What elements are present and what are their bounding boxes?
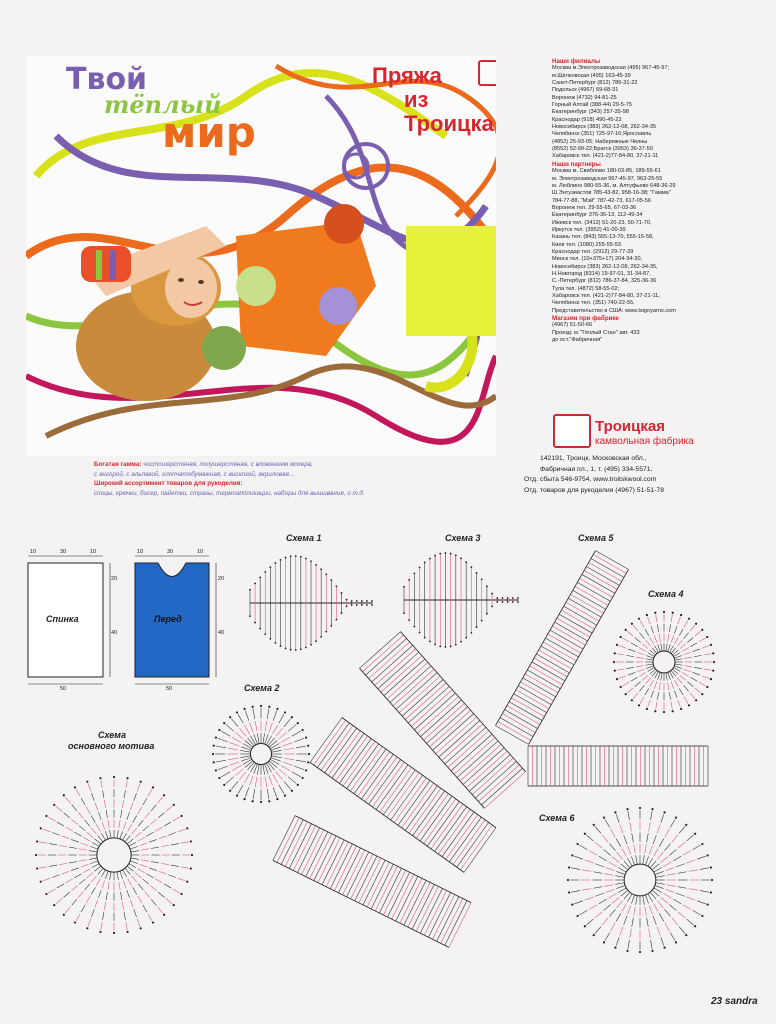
branch-entry: м.Щёлковская (495) 163-45-39: [552, 72, 631, 79]
partner-entry: Хабаровск тел. (421-2)77-84-80, 37-21-11,: [552, 293, 660, 299]
partner-entry: Воронеж тел. 29-55-65, 67-03-36: [552, 204, 637, 211]
scheme-4-chart: [613, 611, 715, 713]
ad-title-line3: мир: [162, 108, 256, 157]
caption-label-1: Богатая гамма:: [94, 461, 142, 468]
branch-entry: Новосибирск (383) 262-12-08, 262-34-35: [552, 124, 657, 131]
motif-label-line1: Схема: [98, 730, 126, 740]
shop-directions-1: Проезд: м."Тёплый Стан" авт. 433: [552, 329, 640, 336]
branches-header: Наши филиалы: [552, 58, 601, 65]
motif-label-line2: основного мотива: [68, 741, 155, 751]
branch-entry: Челябинск (351) 725-97-16;Ярославль: [552, 131, 652, 138]
branch-entry: Краснодар (918) 490-45-22: [552, 116, 622, 123]
scheme-2-chart: [212, 705, 310, 803]
scheme-6-chart: [567, 807, 713, 953]
back-label: Спинка: [46, 614, 79, 624]
back-dim-side-upper: 20: [111, 576, 118, 582]
branch-entry: Санкт-Петербург (812) 786-31-22: [552, 80, 638, 87]
caption-text-2: спицы, крючки, бисер, пайетки, стразы, термоаппликации, наборы для вышивания, и т.д.: [94, 489, 365, 497]
branch-entry: Москва м.Электрозаводская (495) 967-45-97;: [552, 65, 670, 72]
partner-entry: Ш.Энтузиастов 785-43-82, 958-16-38; "Гамма": [552, 190, 671, 197]
shop-header: Магазин при фабрике: [552, 315, 619, 323]
shop-phone: (4967) 51-50-66: [552, 322, 593, 329]
scheme-2-label: Схема 2: [244, 683, 280, 693]
front-dim-side-upper: 20: [218, 576, 225, 582]
back-dim-top-right: 10: [90, 549, 97, 555]
front-dim-top-center: 30: [167, 549, 174, 555]
partner-entry: Тула тел. (4872) 58-55-02;: [552, 285, 620, 292]
scheme-4-label: Схема 4: [648, 589, 684, 599]
front-dim-bottom: 50: [166, 686, 173, 692]
caption-text-1b: с ангорой, с альпакой, хлопчатобумажная, с вискозой, акриловая...: [94, 470, 295, 478]
scheme-horizontal-strip: [528, 746, 708, 786]
address-line-1: 142191, Троицк, Московская обл.,: [540, 455, 647, 462]
scheme-long-petal-b: [310, 718, 496, 873]
shop-directions-2: до ост."Фабричная": [552, 337, 603, 344]
partner-entry: м. Люблино 980-55-36, м. Алтуфьево 648-36-29: [552, 182, 676, 189]
partner-entry: Н.Новгород (8314) 19-97-01, 31-34-87,: [552, 270, 651, 277]
front-dim-top-right: 10: [197, 549, 204, 555]
partner-entry: Минск тел. (10+375+17) 204-34-30,: [552, 256, 643, 263]
factory-subtitle: камвольная фабрика: [595, 436, 694, 447]
main-motif-chart: [35, 776, 193, 934]
ad-brand-line2: из Троицка: [404, 87, 494, 136]
factory-name: Троицкая: [595, 418, 665, 435]
scheme-6-label: Схема 6: [539, 813, 575, 823]
front-dim-side-lower: 40: [218, 630, 225, 636]
branch-entry: (8552) 52-99-22;Братск (3953) 36-37-50: [552, 146, 653, 153]
back-dim-bottom: 50: [60, 686, 67, 692]
scheme-5-label: Схема 5: [578, 533, 614, 543]
ad-title-line1: Твой: [66, 62, 148, 97]
branch-entry: Воронеж (4732) 94-81-25: [552, 94, 617, 101]
scheme-5-chart: [496, 551, 629, 745]
back-dim-top-left: 10: [30, 549, 37, 555]
partner-entry: Челябинск тел. (351) 740-22-55.: [552, 300, 635, 307]
partner-entry: м. Электрозаводская 967-45-97, 963-25-55: [552, 175, 663, 182]
front-dim-top-left: 10: [137, 549, 144, 555]
partner-entry: Москва м. Свиблово 180-03-85, 189-55-61: [552, 168, 661, 175]
scheme-long-petal-c: [273, 816, 471, 948]
partner-entry: 784-77-88, "Мэй" 787-42-73, 617-05-56: [552, 197, 651, 204]
partner-entry: Представительство в США: www.tsigoyarns.com: [552, 307, 676, 314]
front-label: Перед: [154, 614, 182, 624]
back-dim-side-lower: 40: [111, 630, 118, 636]
partner-entry: Новосибирск (383) 262-12-08, 262-34-35,: [552, 263, 658, 270]
ad-brand-line1: Пряжа: [372, 63, 442, 88]
partner-entry: С.-Петербург (812) 786-37-84, 325-36-36: [552, 278, 657, 285]
address-line-3: Отд. сбыта 546-9754, www.troitskwool.com: [524, 476, 657, 483]
page-number: 23 sandra: [711, 996, 758, 1007]
caption-label-2: Широкий ассортимент товаров для рукоделия:: [94, 480, 243, 487]
branch-entry: (4852) 25-93-05; Набережные Челны: [552, 138, 648, 145]
scheme-3-label: Схема 3: [445, 533, 481, 543]
partner-entry: Ижевск тел. (3412) 51-20-23, 50-71-70,: [552, 219, 652, 226]
partner-entry: Казань тел. (843) 555-13-70, 555-15-58,: [552, 234, 654, 241]
address-line-2: Фабричная пл., 1, т. (495) 334-5571,: [540, 465, 653, 473]
partner-entry: Краснодар тел. (2912) 29-77-39: [552, 248, 634, 255]
scheme-1-chart: [249, 555, 373, 651]
branch-entry: Горный Алтай (388-44) 29-5-75: [552, 102, 632, 109]
partners-header: Наши партнеры: [552, 160, 601, 168]
branch-entry: Хабаровск тел. (421-2)77-84-80, 37-21-11: [552, 153, 659, 160]
branch-entry: Екатеринбург (343) 257-35-98: [552, 109, 629, 116]
partner-entry: Киев тел. (1080) 255-55-53: [552, 241, 622, 248]
ad-title-line2: тёплый: [104, 90, 222, 119]
branch-entry: Подольск (4967) 69-68-31: [552, 87, 619, 94]
scheme-1-label: Схема 1: [286, 533, 322, 543]
caption-text-1: чистошерстяная, полушерстяная, с вложением мохера,: [143, 461, 313, 468]
address-line-4: Отд. товаров для рукоделия (4967) 51-51-78: [524, 486, 664, 494]
back-dim-top-center: 30: [60, 549, 67, 555]
partner-entry: Екатеринбург 376-36-13, 112-49-34: [552, 212, 643, 219]
scheme-3-chart: [403, 552, 519, 648]
partner-entry: Иркутск тел. (3952) 41-00-39: [552, 226, 626, 233]
